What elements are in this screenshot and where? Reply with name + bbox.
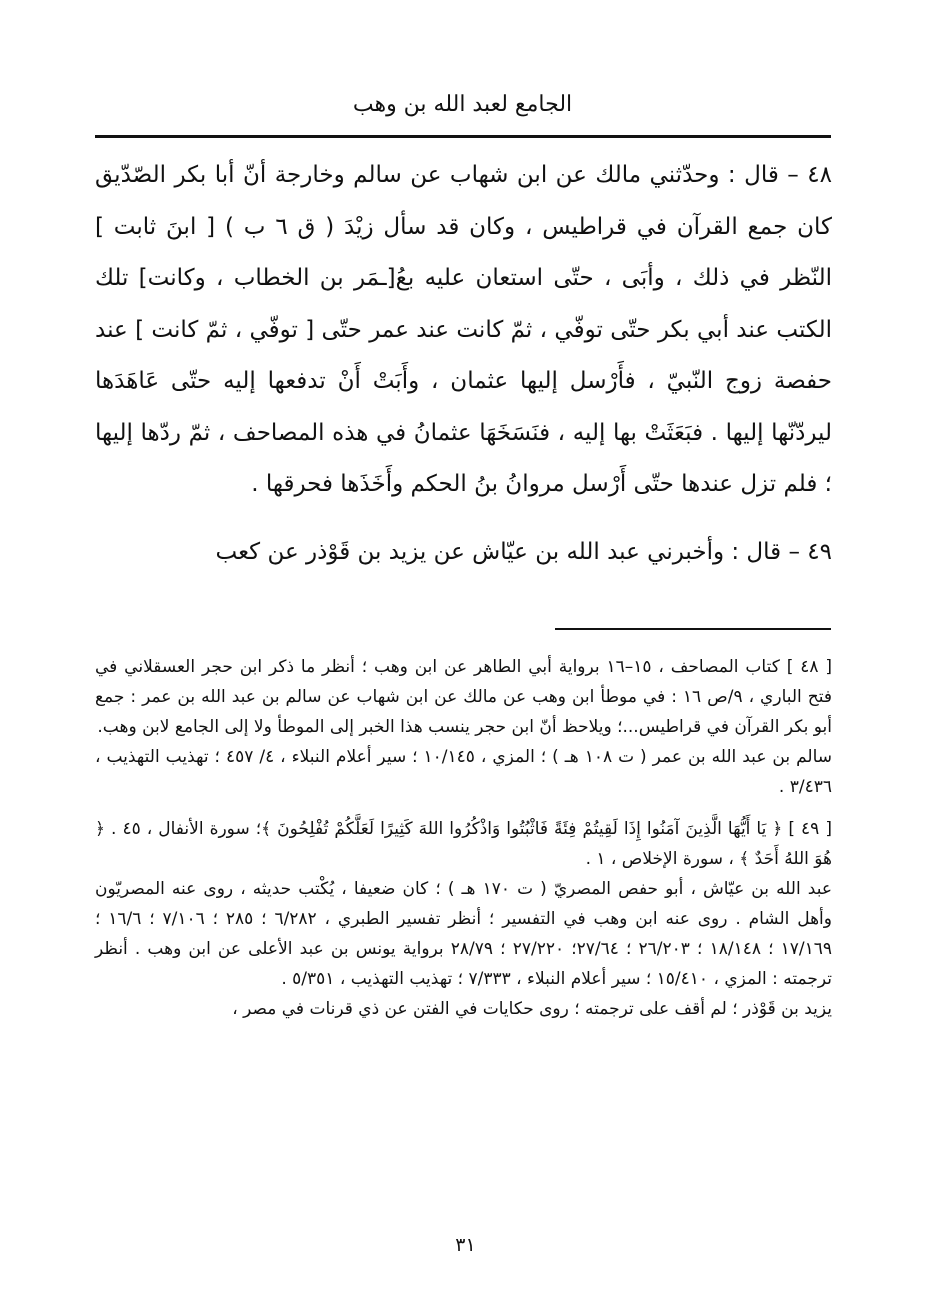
footnote-49-yazid: يزيد بن قَوْذر ؛ لم أقف على ترجمته ؛ روى حكايات في الفتن عن ذي قرنات في مصر ، — [232, 999, 832, 1019]
main-text — [95, 150, 832, 578]
footnotes — [95, 652, 832, 1024]
footnote-divider — [555, 628, 831, 630]
header-divider — [95, 135, 831, 138]
page-number: ٣١ — [455, 1234, 476, 1256]
footnote-48-salim: سالم بن عبد الله بن عمر ( ت ١٠٨ هـ ) ؛ المزي ، ١٠/١٤٥ ؛ سير أعلام النبلاء ، ٤/ ٤٥٧ ؛ تهذيب التهذيب ، ٣/٤٣٦ . — [95, 747, 833, 797]
footnote-49-abdallah: عبد الله بن عيّاش ، أبو حفص المصريّ ( ت ١٧٠ هـ ) ؛ كان ضعيفا ، يُكْتب حديثه ، روى عنه المصريّون وأهل الشام . روى عنه ابن وهب في التفسير ؛ أنظر تفسير الطبري ، ٦/٢٨٢ ؛ ٢٨٥ ؛ ٧/١٠٦ ؛ ١٦/٦ ؛ ١٧/١٦٩ ؛ ١٨/١٤٨ ؛ ٢٦/٢٠٣ ؛ ٢٧/٦٤؛ ٢٧/٢٢٠ ؛ ٢٨/٧٩ برواية يونس بن عبد الأعلى عن ابن وهب . أنظر ترجمته : المزي ، ١٥/٤١٠ ؛ سير أعلام النبلاء ، ٧/٣٣٣ ؛ تهذيب التهذيب ، ٥/٣٥١ . — [95, 879, 833, 989]
footnote-49: [ ٤٩ ] ﴿ يَا أَيُّهَا الَّذِينَ آمَنُوا إِذَا لَقِيتُمْ فِئَةً فَاثْبُتُوا وَاذْكُرُوا اللهَ كَثِيرًا لَعَلَّكُمْ تُفْلِحُونَ ﴾؛ سورة الأنفال ، ٤٥ . ﴿ هُوَ اللهُ أَحَدٌ ﴾ ، سورة الإخلاص ، ١ . — [95, 819, 832, 869]
running-header: الجامع لعبد الله بن وهب — [352, 92, 573, 117]
paragraph-48: ٤٨ – قال : وحدّثني مالك عن ابن شهاب عن سالم وخارجة أنّ أبا بكر الصّدّيق كان جمع القرآن في قراطيس ، وكان قد سأل زيْدَ ( ق ٦ ب ) [ ابنَ ثابت ] النّظر في ذلك ، وأبَى ، حتّى استعان عليه بعُ[ـمَر بن الخطاب ، وكانت] تلك الكتب عند أبي بكر حتّى توفّي ، ثمّ كانت عند عمر حتّى [ توفّي ، ثمّ كانت ] عند حفصة زوج النّبيّ ، فأَرْسل إليها عثمان ، وأَبَتْ أَنْ تدفعها إليه حتّى عَاهَدَها ليردّنّها إليها . فبَعَثَتْ بها إليه ، فنَسَخَهَا عثمانُ في هذه المصاحف ، ثمّ ردّها إليها ؛ فلم تزل عندها حتّى أَرْسل مروانُ بنُ الحكم وأَخَذَها فحرقها . — [95, 162, 832, 497]
paragraph-49: ٤٩ – قال : وأخبرني عبد الله بن عيّاش عن يزيد بن قَوْذر عن كعب — [215, 538, 832, 565]
footnote-48: [ ٤٨ ] كتاب المصاحف ، ١٥–١٦ برواية أبي الطاهر عن ابن وهب ؛ أنظر ما ذكر ابن حجر العسقلاني في فتح الباري ، ٩/ص ١٦ : في موطأ ابن وهب عن مالك عن ابن شهاب عن سالم بن عبد الله بن عمر : جمع أبو بكر القرآن في قراطيس...؛ ويلاحظ أنّ ابن حجر ينسب هذا الخبر إلى الموطأ ولا إلى الجامع لابن وهب. — [95, 657, 832, 737]
